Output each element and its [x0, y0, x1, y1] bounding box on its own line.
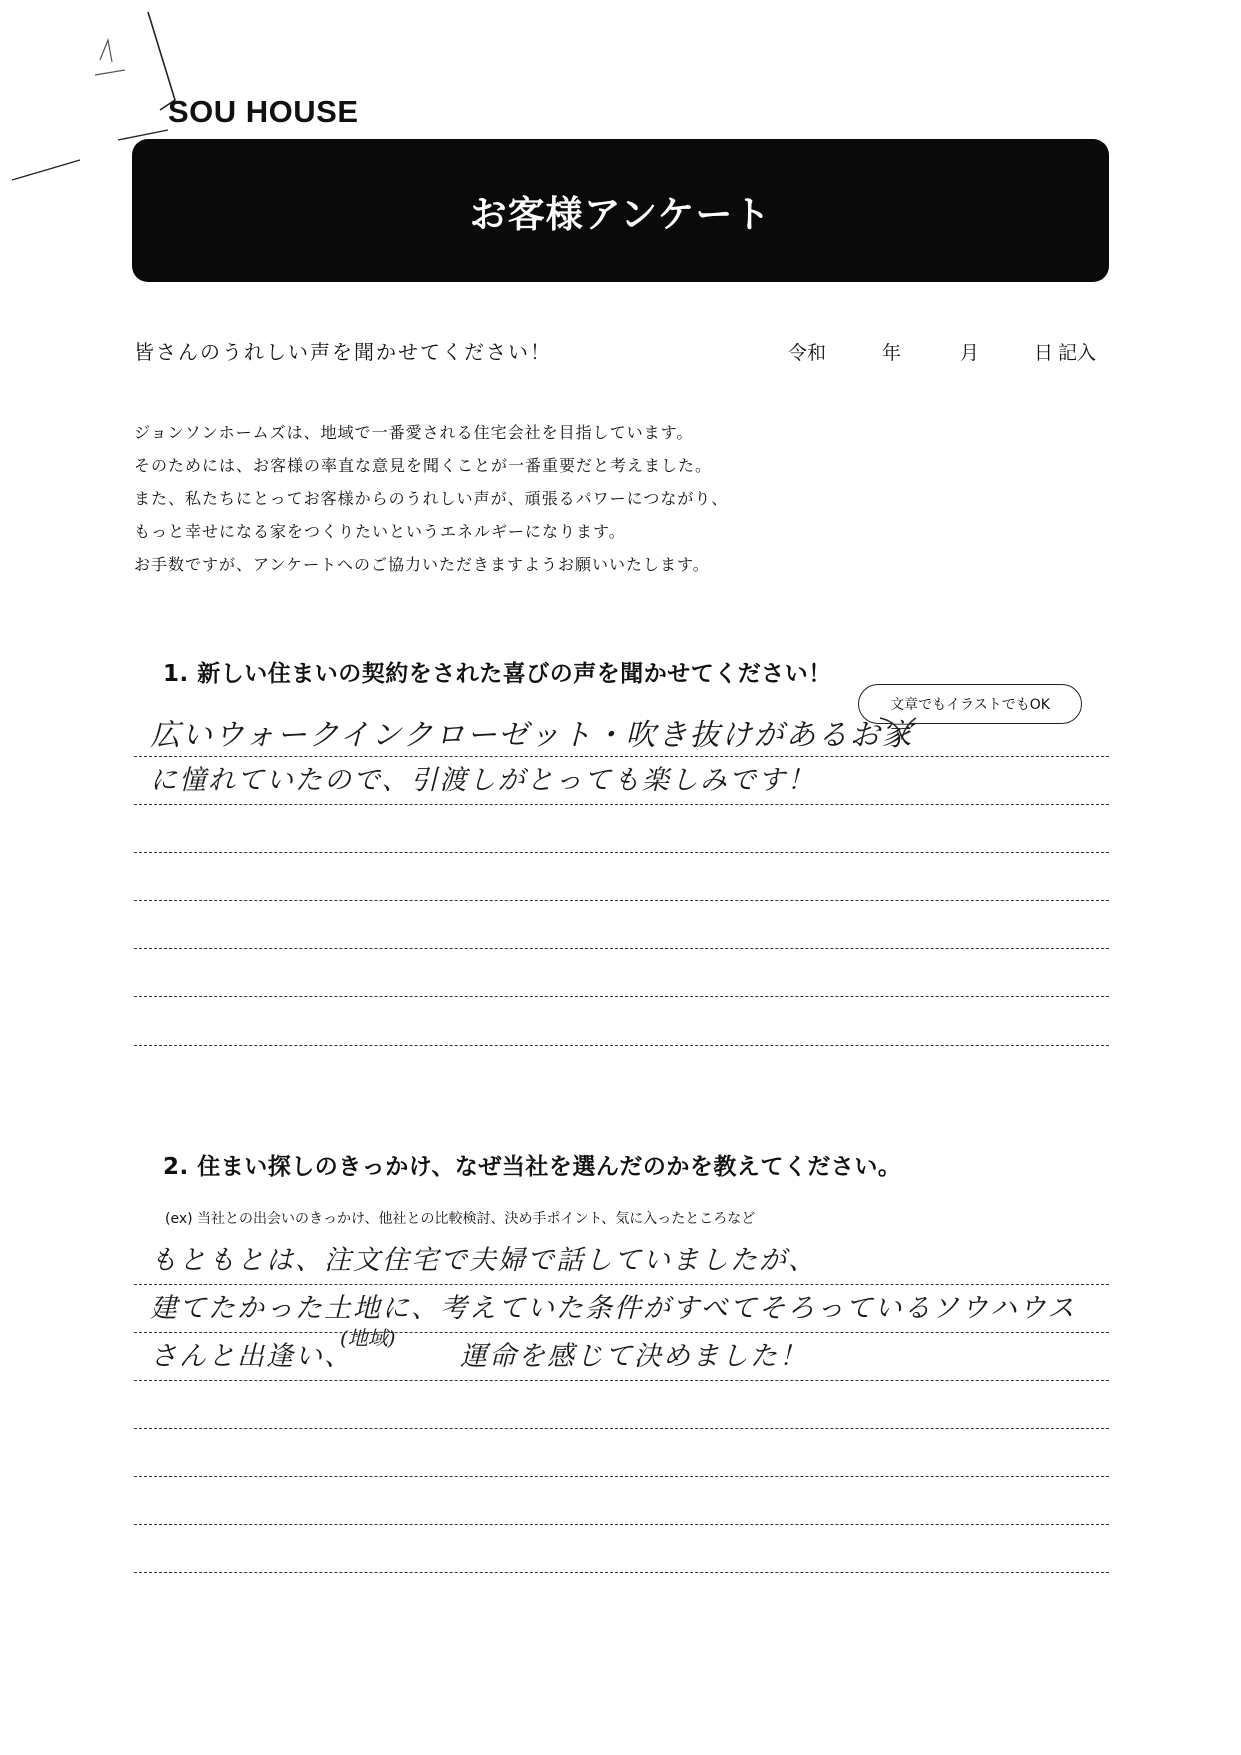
answer-rule — [134, 756, 1109, 757]
question-2-example: (ex) 当社との出会いのきっかけ、他社との比較検討、決め手ポイント、気に入ったところなど — [165, 1211, 756, 1227]
question-1-heading: 1. 新しい住まいの契約をされた喜びの声を聞かせてください！ — [163, 661, 832, 687]
answer-rule — [134, 852, 1109, 853]
intro-line: ジョンソンホームズは、地域で一番愛される住宅会社を目指しています。 — [134, 423, 694, 442]
date-written: 記入 — [1058, 342, 1097, 364]
answer-rule — [134, 1428, 1109, 1429]
brand-logo: SOU HOUSE — [168, 94, 359, 129]
q1-answer-line-2: に憧れていたので、引渡しがとっても楽しみです！ — [150, 765, 816, 796]
date-era: 令和 — [788, 342, 827, 364]
answer-rule — [134, 1572, 1109, 1573]
subtitle: 皆さんのうれしい声を聞かせてください！ — [134, 340, 552, 364]
date-year: 年 — [882, 342, 902, 364]
hint-bubble: 文章でもイラストでもOK — [858, 684, 1082, 724]
answer-rule — [134, 996, 1109, 997]
answer-rule — [134, 1045, 1109, 1046]
date-day: 日 — [1034, 342, 1054, 364]
date-month: 月 — [960, 342, 980, 364]
title-banner — [132, 139, 1109, 282]
answer-rule — [134, 1284, 1109, 1285]
intro-line: お手数ですが、アンケートへのご協力いただきますようお願いいたします。 — [134, 555, 710, 574]
answer-rule — [134, 1380, 1109, 1381]
q2-answer-note: (地域) — [340, 1326, 396, 1350]
answer-rule — [134, 1476, 1109, 1477]
intro-line: そのためには、お客様の率直な意見を聞くことが一番重要だと考えました。 — [134, 456, 713, 475]
q2-answer-line-2: 建てたかった土地に、考えていた条件がすべてそろっているソウハウス — [150, 1293, 1077, 1324]
page-title: お客様アンケート — [469, 192, 772, 236]
question-2-heading: 2. 住まい探しのきっかけ、なぜ当社を選んだのかを教えてください。 — [163, 1154, 902, 1180]
q2-answer-line-1: もともとは、注文住宅で夫婦で話していましたが、 — [150, 1245, 817, 1276]
q2-answer-line-4: 運命を感じて決めました！ — [460, 1341, 808, 1372]
answer-rule — [134, 1524, 1109, 1525]
answer-rule — [134, 804, 1109, 805]
answer-rule — [134, 1332, 1109, 1333]
answer-rule — [134, 948, 1109, 949]
intro-paragraph — [134, 416, 728, 581]
intro-line: また、私たちにとってお客様からのうれしい声が、頑張るパワーにつながり、 — [134, 489, 729, 508]
q2-answer-line-3: さんと出逢い、 — [150, 1341, 353, 1372]
q1-answer-line-1: 広いウォークインクローゼット・吹き抜けがあるお家 — [150, 718, 914, 753]
intro-line: もっと幸せになる家をつくりたいというエネルギーになります。 — [134, 522, 626, 541]
answer-rule — [134, 900, 1109, 901]
